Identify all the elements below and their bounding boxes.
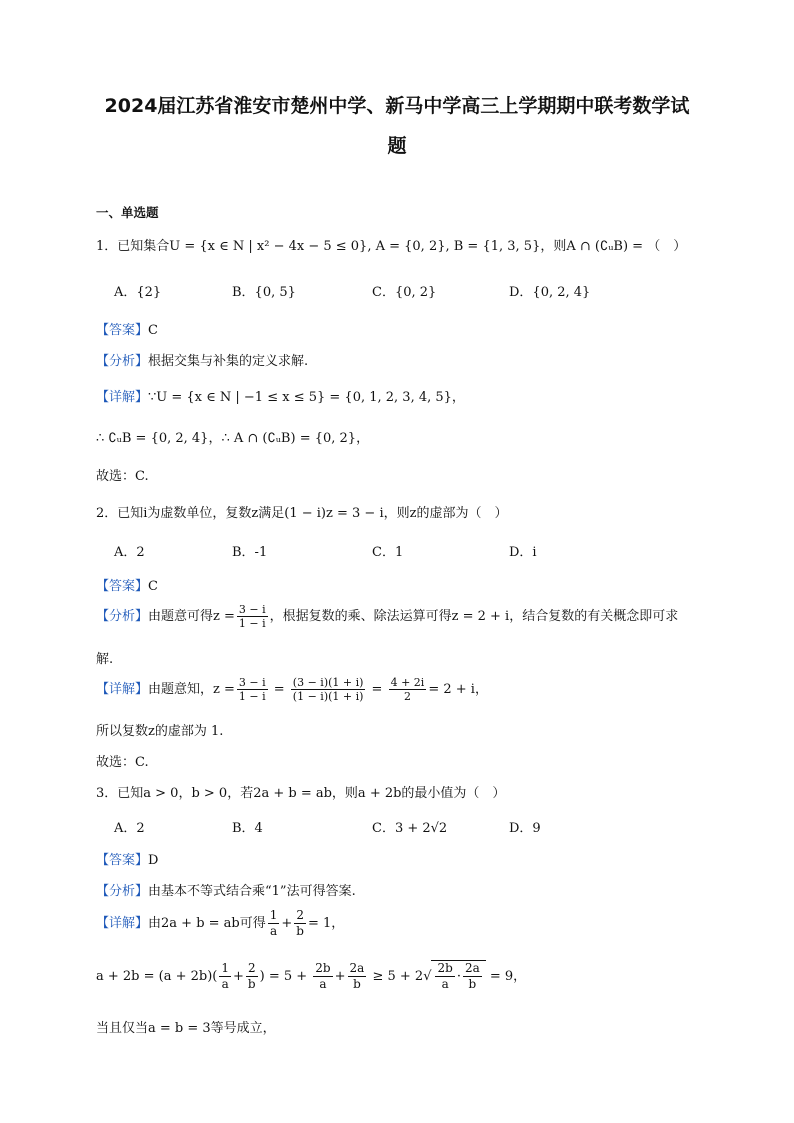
q1-detail-line-2: ∴ ∁ᵤB = {0, 2, 4}，∴ A ∩ (∁ᵤB) = {0, 2}， <box>96 431 370 446</box>
fraction-denominator: a <box>441 977 449 991</box>
q3-answer-row <box>96 849 158 868</box>
fraction-numerator: 1 <box>221 961 230 975</box>
answer-label: 【答案】 <box>96 579 149 594</box>
q1-option-c: C．{0, 2} <box>372 285 437 300</box>
q1-analysis: 根据交集与补集的定义求解. <box>148 354 309 369</box>
fraction-numerator: 3 − i <box>238 676 266 689</box>
q1-conclusion: 故选：C. <box>96 469 149 484</box>
fraction <box>246 961 258 992</box>
q3-stem: 3．已知a > 0，b > 0，若2a + b = ab，则a + 2b的最小值为（ ） <box>96 786 506 801</box>
fraction-denominator: a <box>269 924 278 938</box>
analysis-label: 【分析】 <box>96 884 149 899</box>
fraction-numerator: (3 − i)(1 + i) <box>292 676 364 689</box>
fraction-numerator: 3 − i <box>238 603 266 616</box>
detail-label: 【详解】 <box>96 682 149 697</box>
q3-detail-text-end: = 1， <box>307 916 345 931</box>
fraction <box>268 908 280 939</box>
q2-detail-line-2: 所以复数z的虚部为 1. <box>96 724 224 739</box>
sqrt-body: $\frac{2b}{a}$ · $\frac{2a}{b}$ <box>431 960 485 992</box>
fraction-numerator: 2b <box>315 961 331 975</box>
q3-answer: D <box>148 853 159 868</box>
q1-analysis-row <box>96 350 308 369</box>
q1-option-b: B．{0, 5} <box>232 285 296 300</box>
q3-option-c: C．3 + 2√2 <box>372 821 448 836</box>
q1-detail: ∵U = {x ∈ N | −1 ≤ x ≤ 5} = {0, 1, 2, 3, 4, 5}， <box>148 390 465 405</box>
fraction <box>219 961 231 992</box>
fraction-numerator: 2 <box>294 908 306 924</box>
fraction <box>463 961 482 992</box>
fraction-denominator: b <box>353 977 361 991</box>
sqrt-symbol: √ <box>423 969 432 984</box>
fraction <box>313 961 332 992</box>
fraction-denominator: 1 − i <box>238 617 266 630</box>
q1-stem: 1．已知集合U = {x ∈ N | x² − 4x − 5 ≤ 0}, A = {0, 2}, B = {1, 3, 5}，则A ∩ (∁ᵤB) = （ ） <box>96 239 687 254</box>
fraction-numerator: 1 <box>269 908 278 922</box>
equation-part: ≥ 5 + 2 <box>372 969 424 984</box>
q3-analysis-row <box>96 880 356 899</box>
fraction-numerator: 2 <box>246 961 258 977</box>
q1-answer-row <box>96 319 158 338</box>
analysis-label: 【分析】 <box>96 354 149 369</box>
q3-detail-row <box>96 908 344 939</box>
fraction-numerator: 2a <box>464 961 480 975</box>
fraction <box>294 908 306 939</box>
fraction-denominator: (1 − i)(1 + i) <box>292 690 364 703</box>
q2-analysis-text: 由题意可得z = <box>148 609 235 624</box>
document-title <box>60 86 734 166</box>
fraction-denominator: b <box>296 924 304 938</box>
fraction-numerator: 2a <box>349 961 365 975</box>
detail-label: 【详解】 <box>96 916 149 931</box>
q2-answer-row <box>96 575 158 594</box>
q2-option-d: D．i <box>509 545 537 560</box>
q1-detail-row <box>96 386 465 405</box>
q3-option-b: B．4 <box>232 821 263 836</box>
q3-last-line: 当且仅当a = b = 3等号成立， <box>96 1021 276 1036</box>
plus-sign: + <box>281 916 293 931</box>
q2-stem: 2．已知i为虚数单位，复数z满足(1 − i)z = 3 − i，则z的虚部为（ ） <box>96 506 508 521</box>
q2-detail-text-end: = 2 + i， <box>428 682 488 697</box>
q2-answer: C <box>148 579 158 594</box>
q2-option-b: B．-1 <box>232 545 268 560</box>
fraction <box>389 676 427 703</box>
q2-conclusion: 故选：C. <box>96 755 149 770</box>
q3-option-d: D．9 <box>509 821 541 836</box>
title-line-2: 题 <box>387 135 407 157</box>
equation-part: ) = 5 + <box>259 969 308 984</box>
q2-option-a: A．2 <box>114 545 145 560</box>
fraction-denominator: b <box>468 977 477 991</box>
fraction-denominator: a <box>319 977 327 991</box>
analysis-label: 【分析】 <box>96 609 149 624</box>
fraction-numerator: 4 + 2i <box>390 676 425 689</box>
q1-answer: C <box>148 323 158 338</box>
fraction <box>237 676 268 703</box>
fraction-denominator: 1 − i <box>238 690 266 703</box>
q1-option-d: D．{0, 2, 4} <box>509 285 591 300</box>
equation-part: a + 2b = (a + 2b)( <box>96 969 218 984</box>
fraction-denominator: b <box>247 977 256 991</box>
q3-detail-text: 由2a + b = ab可得 <box>148 916 266 931</box>
fraction-denominator: a <box>221 977 229 991</box>
q3-option-a: A．2 <box>114 821 145 836</box>
q2-detail-text: 由题意知，z = <box>148 682 235 697</box>
q2-option-c: C．1 <box>372 545 404 560</box>
fraction <box>291 676 366 703</box>
fraction-numerator: 2b <box>437 961 453 975</box>
q1-option-a: A．{2} <box>114 285 162 300</box>
fraction <box>348 961 367 992</box>
q3-equation: a + 2b = (a + 2b)( $\frac{1}{a}$ + $\frac{2}{b}$ ) = 5 + $\frac{2b}{a}$ + $\frac{2a}{b}$ ≥ 5 + 2√ $\frac{2b}{a}$ · $\frac{2a}{b}$ = 9， <box>96 961 527 991</box>
q3-analysis: 由基本不等式结合乘“1”法可得答案. <box>148 884 356 899</box>
title-line-1: 2024届江苏省淮安市楚州中学、新马中学高三上学期期中联考数学试 <box>104 95 690 117</box>
q2-detail-row: 【详解】由题意知，z = $\frac{3 - i}{1 - i}$ = $\frac{(3 - i)(1 + i)}{(1 - i)(1 + i)}$ = $\frac{4 + 2i}{2}$ = 2 + i， <box>96 676 488 703</box>
section-heading: 一、单选题 <box>96 205 159 220</box>
q2-analysis-row <box>96 603 678 630</box>
fraction-denominator: 2 <box>403 690 411 703</box>
q2-analysis-text-cont: ，根据复数的乘、除法运算可得z = 2 + i，结合复数的有关概念即可求 <box>269 609 679 624</box>
answer-label: 【答案】 <box>96 323 149 338</box>
answer-label: 【答案】 <box>96 853 149 868</box>
equation-part: = 9， <box>489 969 527 984</box>
detail-label: 【详解】 <box>96 390 149 405</box>
fraction <box>237 603 268 630</box>
q2-analysis-cont: 解. <box>96 652 114 667</box>
fraction <box>435 961 454 992</box>
